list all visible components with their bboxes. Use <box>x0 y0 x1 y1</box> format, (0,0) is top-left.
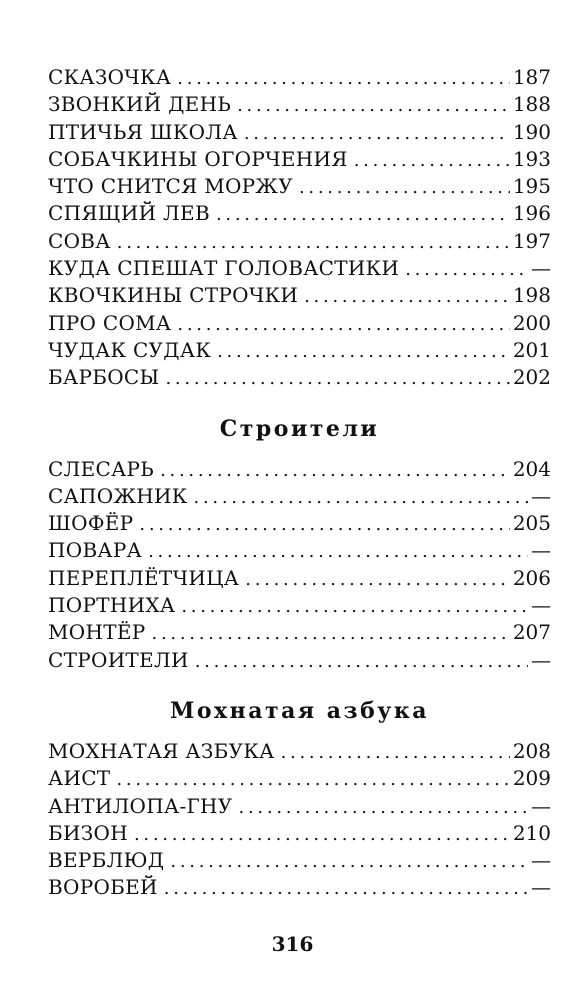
dot-leader <box>245 566 510 593</box>
toc-entry-title: АНТИЛОПА-ГНУ <box>48 793 233 818</box>
toc-entry-title: МОНТЁР <box>48 620 146 645</box>
toc-entry-page: — <box>531 483 551 508</box>
toc-entry <box>48 565 551 592</box>
toc-entry-page: 195 <box>512 174 551 199</box>
toc-entry-title: ПОРТНИХА <box>48 593 176 618</box>
toc-entry-title: ЧУДАК СУДАК <box>48 337 212 362</box>
toc-entry-page: 196 <box>512 201 551 226</box>
toc-entry-title: ПТИЧЬЯ ШКОЛА <box>48 119 238 144</box>
toc-entry-title: ВЕРБЛЮД <box>48 848 165 873</box>
toc-entry-title: БАРБОСЫ <box>48 365 160 390</box>
dot-leader <box>405 256 528 283</box>
toc-entry <box>48 282 551 309</box>
page-number: 316 <box>271 932 314 956</box>
toc-entry-page: — <box>531 848 551 873</box>
toc-entry <box>48 793 551 820</box>
toc-entry-page: 198 <box>512 283 551 308</box>
dot-leader <box>299 174 510 201</box>
toc-entry-title: БИЗОН <box>48 820 128 845</box>
dot-leader <box>181 593 528 620</box>
toc-group-builders <box>48 456 551 674</box>
toc-entry-page: 205 <box>512 511 551 536</box>
toc-entry-title: ШОФЁР <box>48 511 134 536</box>
toc-entry-page: 208 <box>512 738 551 763</box>
toc-entry-title: КВОЧКИНЫ СТРОЧКИ <box>48 283 299 308</box>
toc-entry <box>48 847 551 874</box>
dot-leader <box>117 229 510 256</box>
toc-entry-title: СОБАЧКИНЫ ОГОРЧЕНИЯ <box>48 146 348 171</box>
toc-group-1 <box>48 64 551 392</box>
toc-entry-page: 207 <box>512 620 551 645</box>
toc-entry-title: СКАЗОЧКА <box>48 65 172 89</box>
toc-entry-page: 209 <box>512 766 551 791</box>
toc-entry <box>48 173 551 200</box>
toc-entry <box>48 738 551 765</box>
toc-entry <box>48 874 551 901</box>
dot-leader <box>195 648 528 675</box>
dot-leader <box>134 821 510 848</box>
toc-entry <box>48 592 551 619</box>
toc-entry-title: ЗВОНКИЙ ДЕНЬ <box>48 92 232 117</box>
dot-leader <box>148 538 528 565</box>
toc-entry-title: ПРО СОМА <box>48 310 172 335</box>
toc-entry <box>48 310 551 337</box>
toc-entry-page: 188 <box>512 92 551 117</box>
dot-leader <box>237 92 510 119</box>
toc-entry <box>48 146 551 173</box>
toc-entry-title: ЧТО СНИТСЯ МОРЖУ <box>48 174 293 199</box>
toc-entry-page: — <box>531 647 551 672</box>
toc-entry-page: 210 <box>512 820 551 845</box>
toc-entry-page: — <box>531 256 551 281</box>
toc-entry-page: 201 <box>512 337 551 362</box>
toc-entry <box>48 364 551 391</box>
dot-leader <box>216 201 510 228</box>
dot-leader <box>217 338 510 365</box>
toc-entry-page: 200 <box>512 310 551 335</box>
dot-leader <box>177 311 509 338</box>
dot-leader <box>165 365 509 392</box>
toc-entry-title: МОХНАТАЯ АЗБУКА <box>48 738 275 763</box>
dot-leader <box>194 484 528 511</box>
toc-entry-title: СТРОИТЕЛИ <box>48 647 189 672</box>
toc-entry <box>48 255 551 282</box>
toc-entry-page: 206 <box>512 565 551 590</box>
toc-entry-page: 190 <box>512 119 551 144</box>
dot-leader <box>160 457 510 484</box>
toc-entry-page: 187 <box>512 65 551 89</box>
dot-leader <box>244 120 510 147</box>
dot-leader <box>239 794 528 821</box>
toc-group-furry-alphabet <box>48 738 551 902</box>
toc-entry-page: 193 <box>512 146 551 171</box>
toc-entry-title: СОВА <box>48 228 111 253</box>
toc-entry-page: — <box>531 875 551 900</box>
dot-leader <box>164 875 528 902</box>
toc-entry-title: ВОРОБЕЙ <box>48 875 158 900</box>
toc-entry-page: 204 <box>512 456 551 481</box>
toc-entry <box>48 228 551 255</box>
section-heading-builders: Строители <box>219 415 380 442</box>
toc-entry <box>48 510 551 537</box>
dot-leader <box>139 511 509 538</box>
dot-leader <box>170 848 528 875</box>
dot-leader <box>177 65 510 92</box>
toc-entry <box>48 119 551 146</box>
section-heading-furry-alphabet: Мохнатая азбука <box>170 697 429 724</box>
toc-entry-page: — <box>531 593 551 618</box>
toc-entry <box>48 200 551 227</box>
toc-entry-page: 197 <box>512 228 551 253</box>
toc-entry <box>48 619 551 646</box>
dot-leader <box>304 283 510 310</box>
toc-entry <box>48 64 551 91</box>
toc-entry <box>48 483 551 510</box>
toc-entry-title: СЛЕСАРЬ <box>48 456 155 481</box>
dot-leader <box>281 739 510 766</box>
toc-entry <box>48 765 551 792</box>
toc-entry-title: АИСТ <box>48 766 111 791</box>
toc-entry-page: 202 <box>512 365 551 390</box>
toc-entry <box>48 647 551 674</box>
toc-entry <box>48 337 551 364</box>
toc-entry-title: КУДА СПЕШАТ ГОЛОВАСТИКИ <box>48 256 400 281</box>
dot-leader <box>116 766 509 793</box>
toc-entry <box>48 537 551 564</box>
toc-entry <box>48 820 551 847</box>
toc-entry-title: САПОЖНИК <box>48 483 188 508</box>
toc-entry-title: СПЯЩИЙ ЛЕВ <box>48 201 210 226</box>
toc-entry-page: — <box>531 793 551 818</box>
toc-entry <box>48 91 551 118</box>
toc-entry-page: — <box>531 538 551 563</box>
dot-leader <box>354 147 510 174</box>
dot-leader <box>152 620 510 647</box>
toc-entry-title: ПОВАРА <box>48 538 143 563</box>
toc-entry <box>48 456 551 483</box>
toc-entry-title: ПЕРЕПЛЁТЧИЦА <box>48 565 240 590</box>
